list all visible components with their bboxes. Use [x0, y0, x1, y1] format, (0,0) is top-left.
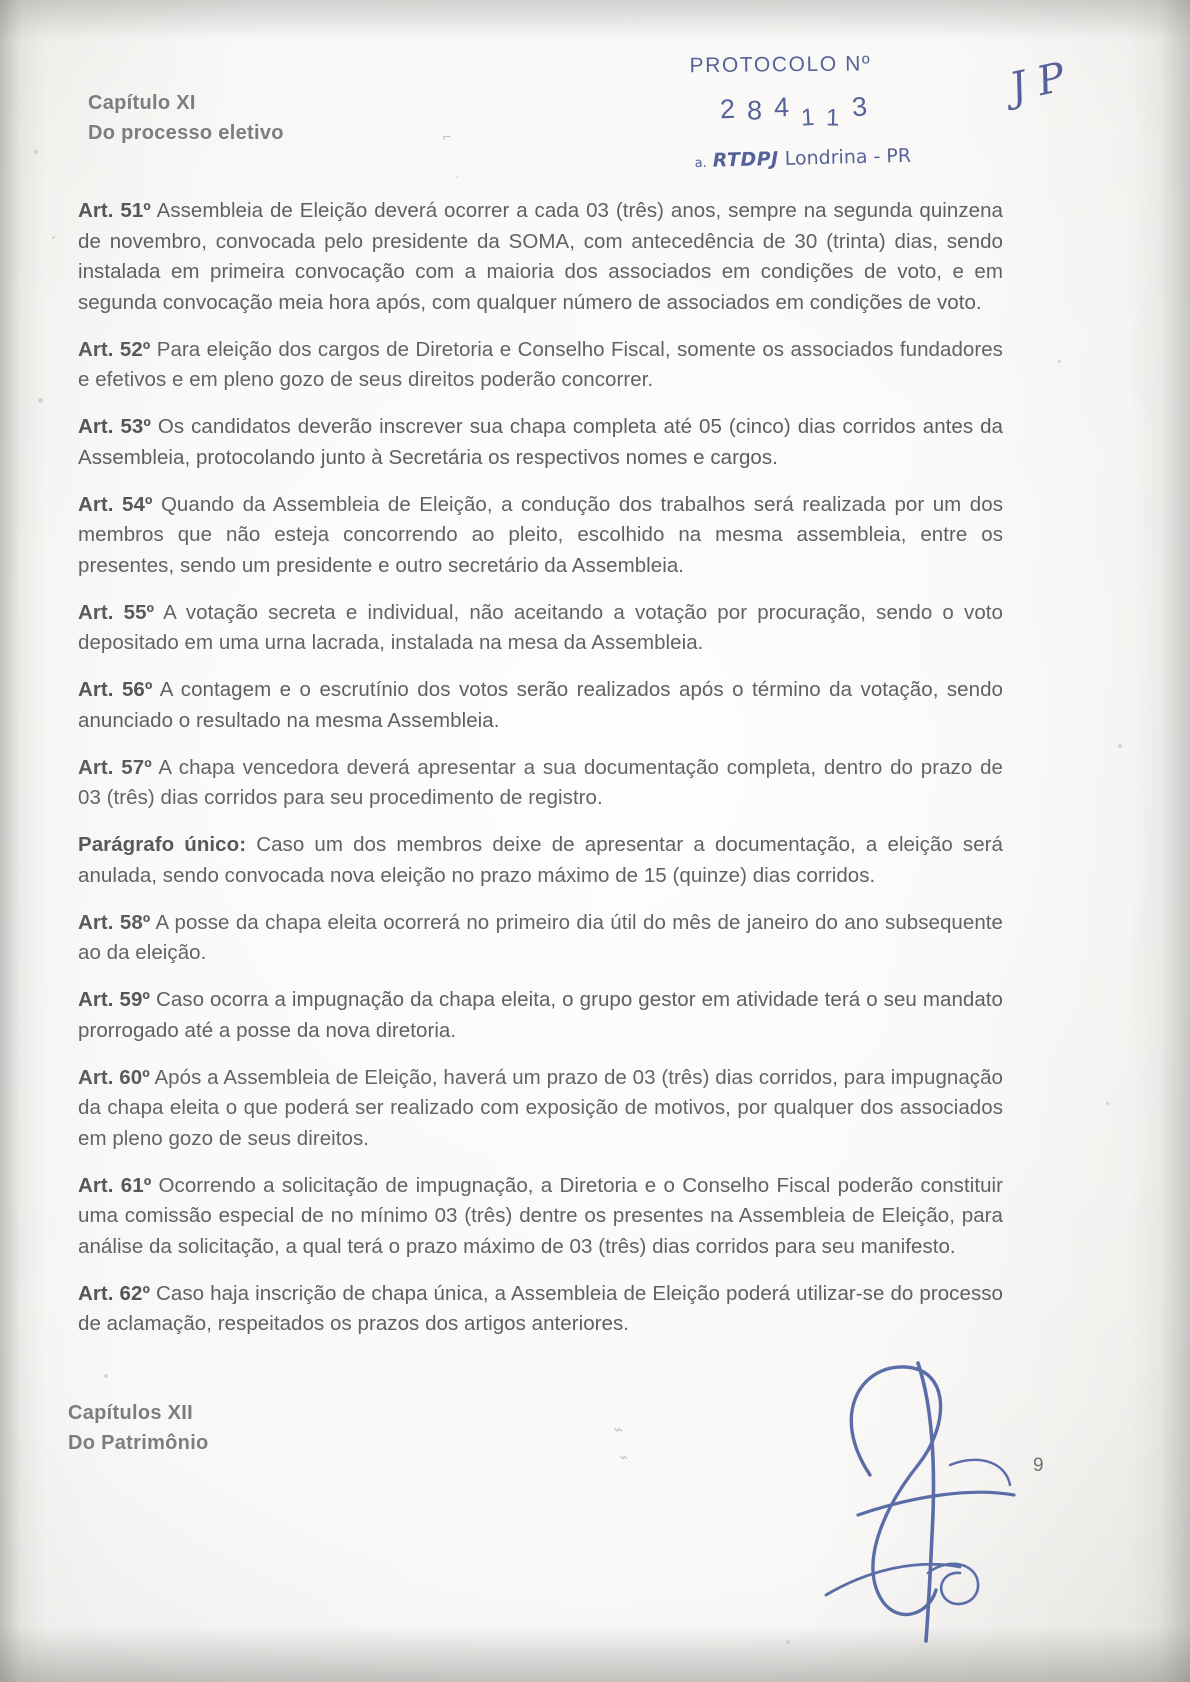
chapter-heading-top-line1: Capítulo XI: [88, 92, 196, 114]
article-paragraph: [78, 675, 1003, 736]
protocol-stamp: [689, 50, 1110, 172]
article-lead: Art. 60º: [78, 1065, 150, 1089]
article-lead: Art. 57º: [78, 755, 152, 779]
protocol-digit-3: 4: [773, 91, 802, 123]
scan-speck: [1058, 360, 1061, 363]
handwritten-signature: [800, 1345, 1050, 1645]
scan-edge-left: [0, 0, 46, 1682]
article-text: Caso haja inscrição de chapa única, a Assembleia de Eleição poderá utilizar-se do processo de aclamação, respeitados os prazos dos artigos anteriores.: [78, 1281, 1003, 1335]
article-text: Para eleição dos cargos de Diretoria e Conselho Fiscal, somente os associados fundadores e efetivos e em pleno gozo de seus direitos poderão concorrer.: [78, 337, 1003, 391]
article-lead: Art. 52º: [78, 337, 151, 361]
protocol-office-city: Londrina - PR: [784, 144, 912, 170]
article-paragraph: [78, 908, 1003, 969]
scan-speck: [1106, 1102, 1109, 1105]
protocol-digit-2: 8: [746, 95, 775, 126]
scan-speck: [104, 1374, 108, 1378]
scan-speck: [34, 150, 38, 154]
article-text: A chapa vencedora deverá apresentar a sua documentação completa, dentro do prazo de 03 (três) dias corridos para seu procedimento de registro.: [78, 755, 1003, 809]
chapter-heading-bottom: [68, 1398, 209, 1458]
article-paragraph: [78, 412, 1003, 473]
article-lead: Art. 55º: [78, 600, 155, 624]
scan-edge-bottom: [0, 1626, 1190, 1682]
article-paragraph: [78, 985, 1003, 1046]
article-lead: Art. 58º: [78, 910, 151, 934]
article-lead: Art. 54º: [78, 492, 153, 516]
article-lead: Art. 59º: [78, 988, 150, 1011]
article-text: Ocorrendo a solicitação de impugnação, a Diretoria e o Conselho Fiscal poderão constituir uma comissão especial de no mínimo 03 (três) dentre os presentes na Assembleia de Eleição, para análise da solicitação, a qual terá o prazo máximo de 03 (três) dias corridos para seu manifesto.: [78, 1173, 1004, 1258]
scan-speck: [1118, 744, 1122, 748]
chapter-heading-bottom-line2: Do Patrimônio: [68, 1432, 209, 1454]
article-text: Quando da Assembleia de Eleição, a condução dos trabalhos será realizada por um dos membros que não esteja concorrendo ao pleito, escolhido na mesma assembleia, entre os presentes, sendo um presidente e outro secretário da Assembleia.: [78, 492, 1003, 577]
protocol-digit-5: 1: [826, 104, 853, 132]
protocol-office-abbr: RTDPJ: [712, 148, 779, 172]
scan-edge-right: [1130, 0, 1190, 1682]
article-paragraph: [78, 1279, 1003, 1340]
article-paragraph: [78, 335, 1003, 396]
protocol-digit-4: 1: [800, 103, 828, 132]
article-text: Após a Assembleia de Eleição, haverá um prazo de 03 (três) dias corridos, para impugnação da chapa eleita o que poderá ser realizado com exposição de motivos, por qualquer dos associados em pleno gozo de seus direitos.: [78, 1065, 1003, 1150]
article-text: A contagem e o escrutínio dos votos serão realizados após o término da votação, sendo anunciado o resultado na mesma Assembleia.: [78, 678, 1003, 732]
article-text: A votação secreta e individual, não aceitando a votação por procuração, sendo o voto depositado em uma urna lacrada, instalada na mesa da Assembleia.: [78, 600, 1003, 654]
article-lead: Art. 56º: [78, 678, 153, 701]
article-lead: Art. 53º: [78, 415, 151, 438]
protocol-digit-6: 3: [850, 90, 880, 123]
article-text: A posse da chapa eleita ocorrerá no primeiro dia útil do mês de janeiro do ano subsequente ao da eleição.: [78, 910, 1003, 964]
article-lead: Art. 62º: [78, 1281, 150, 1305]
protocol-stamp-title: PROTOCOLO Nº: [689, 52, 872, 78]
article-text: Caso um dos membros deixe de apresentar a documentação, a eleição será anulada, sendo convocada nova eleição no prazo máximo de 15 (quinze) dias corridos.: [78, 833, 1004, 887]
protocol-office-mark: a.: [694, 155, 707, 172]
article-body: [78, 196, 1003, 1356]
scan-artifact-tick: ⌐: [443, 128, 452, 144]
scan-speck: [52, 236, 55, 239]
article-text: Caso ocorra a impugnação da chapa eleita, o grupo gestor em atividade terá o seu mandato prorrogado até a posse da nova diretoria.: [78, 988, 1003, 1042]
scan-artifact-mark: ⌁: [618, 1448, 628, 1466]
protocol-digit-1: 2: [719, 93, 748, 125]
article-lead: Parágrafo único:: [78, 833, 247, 856]
scan-edge-top: [0, 0, 1190, 40]
article-lead: Art. 51º: [78, 199, 151, 222]
article-paragraph: [78, 830, 1003, 891]
protocol-initials-scribble: JP: [1005, 51, 1081, 112]
scan-speck: [38, 398, 43, 403]
chapter-heading-top-line2: Do processo eletivo: [88, 122, 284, 144]
article-text: Os candidatos deverão inscrever sua chapa completa até 05 (cinco) dias corridos antes da Assembleia, protocolando junto à Secretária os respectivos nomes e cargos.: [78, 415, 1004, 469]
article-lead: Art. 61º: [78, 1173, 152, 1197]
page-number: 9: [1033, 1455, 1044, 1476]
chapter-heading-bottom-line1: Capítulos XII: [68, 1402, 194, 1424]
chapter-heading-top: [88, 88, 284, 148]
scan-artifact-mark: ⌁: [612, 1420, 623, 1440]
scan-speck: [786, 1640, 790, 1644]
article-paragraph: [78, 196, 1003, 318]
article-paragraph: [78, 490, 1003, 582]
article-paragraph: [78, 1063, 1003, 1155]
article-text: Assembleia de Eleição deverá ocorrer a cada 03 (três) anos, sempre na segunda quinzena de novembro, convocada pelo presidente da SOMA, com antecedência de 30 (trinta) dias, sendo instalada em primeira convocação com a maioria dos associados em condições de voto, e em segunda convocação meia hora após, com qualquer número de associados em condições de voto.: [78, 199, 1003, 314]
article-paragraph: [78, 598, 1003, 659]
article-paragraph: [78, 753, 1003, 814]
protocol-office-line: [694, 140, 1110, 172]
scan-artifact-tick: ·: [455, 168, 460, 184]
article-paragraph: [78, 1171, 1003, 1263]
